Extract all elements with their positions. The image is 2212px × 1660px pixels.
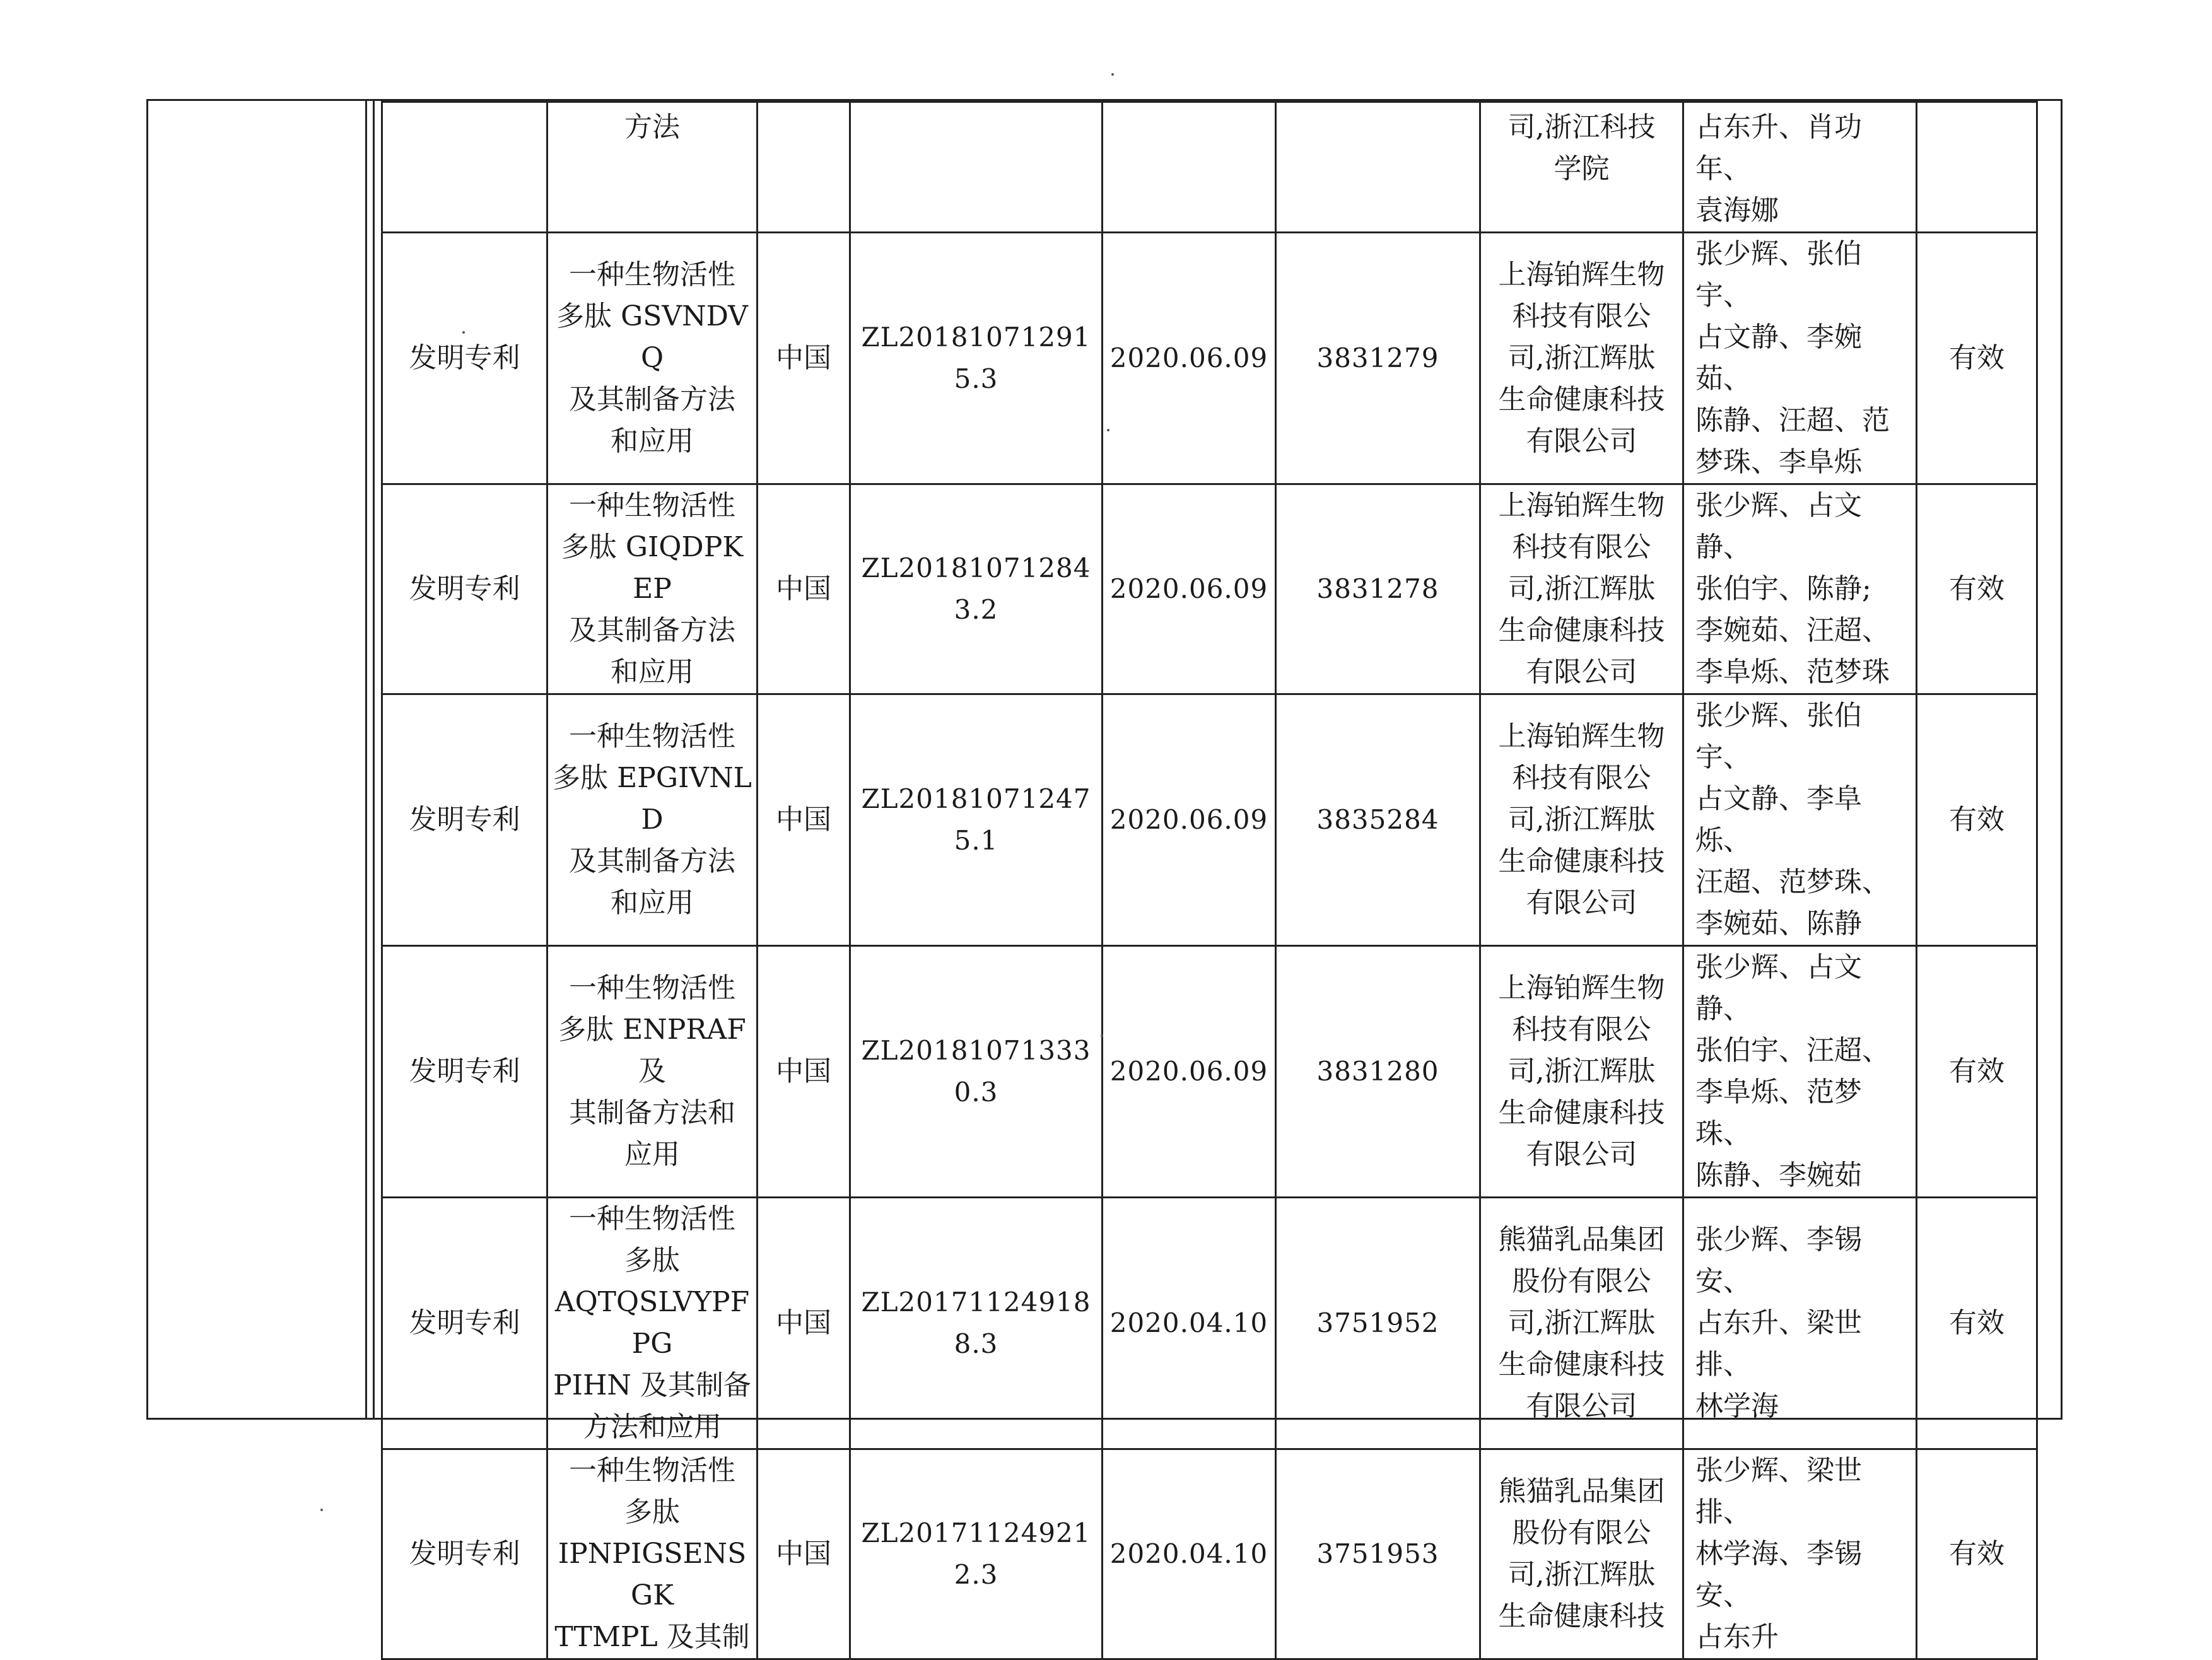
cell-status: 有效 xyxy=(1917,484,2037,694)
cell-holder xyxy=(1480,484,1683,694)
inventor-line: 占文静、李阜烁、 xyxy=(1695,783,1862,856)
category-column xyxy=(146,99,367,1420)
inventor-line: 张少辉、李锡安、 xyxy=(1695,1224,1862,1297)
holder-line: 上海铂辉生物 xyxy=(1498,972,1665,1004)
cell-inventors xyxy=(1683,1449,1917,1659)
inventor-line: 占东升、肖功年、 xyxy=(1695,111,1862,185)
cell-cert-no: 3831279 xyxy=(1276,233,1480,484)
cell-holder xyxy=(1480,102,1683,233)
cell-patent-no: ZL201810713330.3 xyxy=(850,946,1103,1198)
holder-line: 生命健康科技 xyxy=(1498,614,1665,646)
cell-country xyxy=(758,102,850,233)
inventor-line: 张少辉、梁世排、 xyxy=(1695,1454,1862,1528)
inventor-line: 占文静、李婉茹、 xyxy=(1695,321,1862,395)
cell-name xyxy=(547,102,758,233)
name-line: 及其制备方法 xyxy=(569,614,735,646)
cell-grant-date xyxy=(1103,102,1276,233)
holder-line: 科技有限公 xyxy=(1512,762,1651,794)
cell-holder xyxy=(1480,1198,1683,1449)
holder-line: 有限公司 xyxy=(1526,656,1637,688)
cell-country: 中国 xyxy=(758,233,850,484)
name-line: TTMPL 及其制 xyxy=(554,1621,750,1653)
cell-grant-date: 2020.04.10 xyxy=(1103,1449,1276,1659)
inventor-line: 张少辉、占文静、 xyxy=(1695,951,1862,1025)
inventor-line: 林学海、李锡安、 xyxy=(1695,1538,1862,1611)
cell-type: 发明专利 xyxy=(382,484,547,694)
cell-country: 中国 xyxy=(758,694,850,946)
name-line: 和应用 xyxy=(611,887,694,919)
cell-type: 发明专利 xyxy=(382,694,547,946)
cell-grant-date: 2020.06.09 xyxy=(1103,484,1276,694)
name-line: IPNPIGSENSGK xyxy=(558,1538,747,1611)
cell-inventors xyxy=(1683,233,1917,484)
inventor-line: 李阜烁、范梦珠、 xyxy=(1695,1076,1862,1150)
holder-line: 司,浙江辉肽 xyxy=(1507,804,1656,836)
cell-type: 发明专利 xyxy=(382,946,547,1198)
name-line: 多肽 ENPRAF 及 xyxy=(558,1014,746,1087)
cell-inventors xyxy=(1683,946,1917,1198)
name-line: AQTQSLVYPFPG xyxy=(554,1286,750,1360)
cell-patent-no: ZL201810712475.1 xyxy=(850,694,1103,946)
table-row xyxy=(382,1449,2037,1659)
table-row-partial xyxy=(382,102,2037,233)
name-line: 多肽 xyxy=(624,1244,680,1277)
holder-line: 有限公司 xyxy=(1526,887,1637,919)
inventor-line: 李婉茹、汪超、 xyxy=(1695,614,1890,646)
scan-speck xyxy=(320,1509,323,1511)
cell-patent-no: ZL201810712843.2 xyxy=(850,484,1103,694)
table-row xyxy=(382,233,2037,484)
table-row xyxy=(382,1198,2037,1449)
holder-line: 上海铂辉生物 xyxy=(1498,259,1665,291)
holder-line: 有限公司 xyxy=(1526,1390,1637,1422)
cell-inventors xyxy=(1683,694,1917,946)
cell-patent-no xyxy=(850,102,1103,233)
inventor-line: 李婉茹、陈静 xyxy=(1695,908,1862,940)
cell-country: 中国 xyxy=(758,1449,850,1659)
holder-line: 司,浙江辉肽 xyxy=(1507,1055,1656,1087)
holder-line: 司,浙江辉肽 xyxy=(1507,1307,1656,1339)
inventor-line: 陈静、汪超、范 xyxy=(1695,404,1890,436)
scan-speck xyxy=(1107,429,1109,431)
scan-speck xyxy=(462,331,465,334)
holder-line: 司,浙江辉肽 xyxy=(1507,342,1656,374)
name-line: 一种生物活性 xyxy=(569,1203,735,1235)
cell-patent-no: ZL201711249212.3 xyxy=(850,1449,1103,1659)
cell-name xyxy=(547,1198,758,1449)
cell-name xyxy=(547,1449,758,1659)
cell-holder xyxy=(1480,1449,1683,1659)
cell-holder xyxy=(1480,694,1683,946)
name-line: 多肽 GIQDPKEP xyxy=(561,531,744,605)
cell-name xyxy=(547,946,758,1198)
name-line: 和应用 xyxy=(611,425,694,457)
inventor-line: 林学海 xyxy=(1695,1390,1779,1422)
inventor-line: 占东升 xyxy=(1695,1621,1779,1653)
cell-grant-date: 2020.06.09 xyxy=(1103,233,1276,484)
patent-table xyxy=(381,101,2038,1660)
cell-cert-no: 3831278 xyxy=(1276,484,1480,694)
cell-status: 有效 xyxy=(1917,1449,2037,1659)
holder-line: 股份有限公 xyxy=(1512,1265,1651,1297)
holder-line: 熊猫乳品集团 xyxy=(1498,1224,1665,1256)
holder-line: 生命健康科技 xyxy=(1498,383,1665,416)
holder-line: 上海铂辉生物 xyxy=(1498,489,1665,522)
inventor-line: 梦珠、李阜烁 xyxy=(1695,446,1862,478)
holder-line: 有限公司 xyxy=(1526,1138,1637,1171)
cell-patent-no: ZL201711249188.3 xyxy=(850,1198,1103,1449)
cell-country: 中国 xyxy=(758,1198,850,1449)
inventor-line: 汪超、范梦珠、 xyxy=(1695,866,1890,898)
cell-name xyxy=(547,484,758,694)
table-row xyxy=(382,484,2037,694)
holder-line: 学院 xyxy=(1554,153,1610,185)
cell-grant-date: 2020.06.09 xyxy=(1103,946,1276,1198)
name-line: 一种生物活性 xyxy=(569,259,735,291)
cell-type: 发明专利 xyxy=(382,1198,547,1449)
holder-line: 科技有限公 xyxy=(1512,1014,1651,1046)
holder-line: 司,浙江辉肽 xyxy=(1507,1558,1656,1591)
holder-line: 上海铂辉生物 xyxy=(1498,720,1665,752)
inventor-line: 张伯宇、陈静; xyxy=(1695,573,1871,605)
holder-line: 有限公司 xyxy=(1526,425,1637,457)
table-row xyxy=(382,946,2037,1198)
scan-speck xyxy=(1111,73,1114,76)
inventor-line: 占东升、梁世排、 xyxy=(1695,1307,1862,1381)
holder-line: 熊猫乳品集团 xyxy=(1498,1475,1665,1507)
cell-inventors xyxy=(1683,102,1917,233)
inventor-line: 张少辉、张伯宇、 xyxy=(1695,699,1862,773)
name-line: 一种生物活性 xyxy=(569,489,735,522)
name-line: 多肽 EPGIVNLD xyxy=(553,762,752,836)
cell-status: 有效 xyxy=(1917,233,2037,484)
holder-line: 科技有限公 xyxy=(1512,531,1651,563)
name-line: 一种生物活性 xyxy=(569,1454,735,1487)
cell-name xyxy=(547,694,758,946)
name-line: 及其制备方法 xyxy=(569,845,735,877)
holder-line: 司,浙江科技 xyxy=(1507,111,1656,143)
cell-country: 中国 xyxy=(758,946,850,1198)
inventor-line: 张少辉、占文静、 xyxy=(1695,489,1862,563)
name-line: 和应用 xyxy=(611,656,694,688)
cell-status: 有效 xyxy=(1917,694,2037,946)
name-line: 一种生物活性 xyxy=(569,720,735,752)
holder-line: 生命健康科技 xyxy=(1498,1348,1665,1381)
inventor-line: 袁海娜 xyxy=(1695,194,1779,226)
cell-holder xyxy=(1480,946,1683,1198)
name-line: 一种生物活性 xyxy=(569,972,735,1004)
inventor-line: 张伯宇、汪超、 xyxy=(1695,1034,1890,1067)
holder-line: 生命健康科技 xyxy=(1498,1600,1665,1632)
cell-cert-no xyxy=(1276,102,1480,233)
cell-grant-date: 2020.06.09 xyxy=(1103,694,1276,946)
inventor-line: 张少辉、张伯宇、 xyxy=(1695,238,1862,312)
column-divider xyxy=(373,99,375,1420)
name-line: 多肽 xyxy=(624,1496,680,1528)
cell-inventors xyxy=(1683,484,1917,694)
cell-cert-no: 3831280 xyxy=(1276,946,1480,1198)
scan-speck xyxy=(1101,1034,1103,1037)
cell-patent-no: ZL201810712915.3 xyxy=(850,233,1103,484)
cell-type xyxy=(382,102,547,233)
holder-line: 股份有限公 xyxy=(1512,1517,1651,1549)
cell-type: 发明专利 xyxy=(382,233,547,484)
table-row xyxy=(382,694,2037,946)
cell-status: 有效 xyxy=(1917,946,2037,1198)
holder-line: 生命健康科技 xyxy=(1498,845,1665,877)
name-line: 方法 xyxy=(624,111,680,143)
cell-holder xyxy=(1480,233,1683,484)
cell-grant-date: 2020.04.10 xyxy=(1103,1198,1276,1449)
cell-name xyxy=(547,233,758,484)
holder-line: 司,浙江辉肽 xyxy=(1507,573,1656,605)
cell-cert-no: 3751952 xyxy=(1276,1198,1480,1449)
cell-country: 中国 xyxy=(758,484,850,694)
cell-type: 发明专利 xyxy=(382,1449,547,1659)
name-line: 方法和应用 xyxy=(583,1411,722,1443)
name-line: 多肽 GSVNDVQ xyxy=(556,300,748,374)
cell-status xyxy=(1917,102,2037,233)
cell-cert-no: 3835284 xyxy=(1276,694,1480,946)
name-line: 及其制备方法 xyxy=(569,383,735,416)
inventor-line: 李阜烁、范梦珠 xyxy=(1695,656,1890,688)
holder-line: 生命健康科技 xyxy=(1498,1097,1665,1129)
name-line: 应用 xyxy=(624,1138,680,1171)
name-line: PIHN 及其制备 xyxy=(553,1369,751,1401)
inventor-line: 陈静、李婉茹 xyxy=(1695,1159,1862,1191)
name-line: 其制备方法和 xyxy=(569,1097,735,1129)
holder-line: 科技有限公 xyxy=(1512,300,1651,332)
cell-status: 有效 xyxy=(1917,1198,2037,1449)
cell-cert-no: 3751953 xyxy=(1276,1449,1480,1659)
cell-inventors xyxy=(1683,1198,1917,1449)
